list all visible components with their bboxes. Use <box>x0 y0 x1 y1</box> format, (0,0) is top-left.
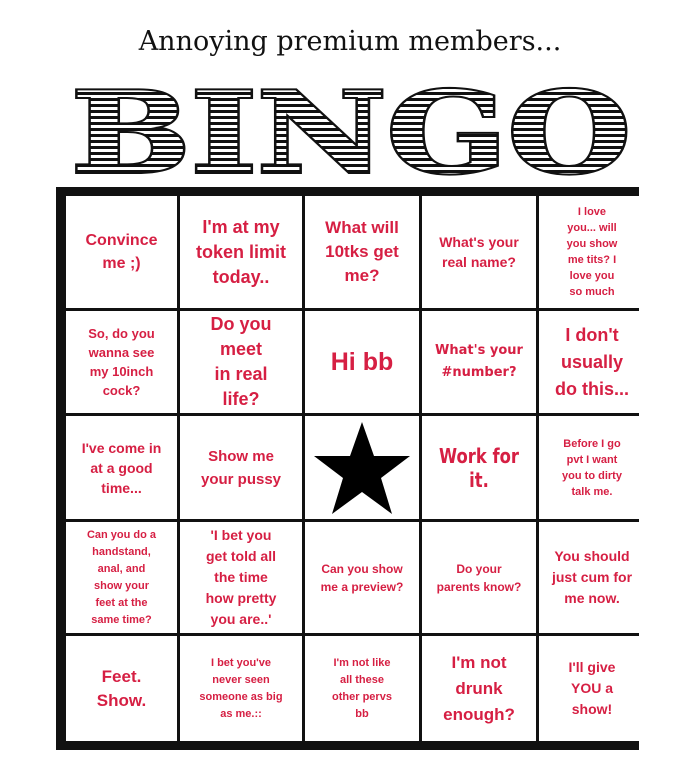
bingo-cell[interactable] <box>422 311 536 413</box>
cell-text: I bet you've never seen someone as big as me.:: <box>199 656 283 720</box>
cell-text: What will 10tks get me? <box>325 218 399 285</box>
free-space[interactable] <box>305 416 419 519</box>
cell-text: I've come in at a good time... <box>81 439 162 496</box>
bingo-cell[interactable] <box>305 196 419 308</box>
bingo-cell[interactable] <box>422 636 536 741</box>
cell-text: So, do you wanna see my 10inch cock? <box>88 326 155 398</box>
bingo-cell[interactable] <box>66 522 177 633</box>
bingo-cell[interactable] <box>539 311 645 413</box>
cell-text: I love you... will you show me tits? I love you so much <box>566 206 618 298</box>
cell-text: Feet. Show. <box>96 666 147 710</box>
cell-text: I don't usually do this... <box>555 324 629 399</box>
cell-text: I'm at my token limit today.. <box>195 216 286 287</box>
bingo-cell[interactable] <box>539 416 645 519</box>
bingo-cell[interactable] <box>539 522 645 633</box>
bingo-cell[interactable] <box>422 416 536 519</box>
cell-text: I'm not like all these other pervs bb <box>332 656 392 720</box>
cell-text: You should just cum for me now. <box>551 548 633 606</box>
cell-text: 'I bet you get told all the time how pretty you are..' <box>205 527 277 627</box>
bingo-cell[interactable] <box>66 636 177 741</box>
bingo-logo-text: BINGO <box>71 80 631 184</box>
bingo-cell[interactable] <box>180 311 302 413</box>
bingo-cell[interactable] <box>305 522 419 633</box>
cell-text: Do you meet in real life? <box>210 314 272 409</box>
bingo-cell[interactable] <box>305 636 419 741</box>
cell-text: Hi bb <box>330 348 394 376</box>
cell-text: Convince me ;) <box>85 232 158 272</box>
cell-text: What's your real name? <box>439 234 519 270</box>
cell-text: Show me your pussy <box>200 447 282 488</box>
bingo-cell[interactable] <box>180 636 302 741</box>
cell-text: Do your parents know? <box>436 561 522 594</box>
bingo-cell[interactable] <box>180 196 302 308</box>
star-icon <box>309 420 415 516</box>
bingo-board <box>56 187 639 750</box>
bingo-grid <box>66 196 633 740</box>
cell-text: Can you do a handstand, anal, and show your feet at the same time? <box>86 528 157 626</box>
bingo-logo <box>66 80 636 184</box>
bingo-cell[interactable] <box>539 636 645 741</box>
bingo-cell[interactable] <box>66 196 177 308</box>
cell-text: Before I go pvt I want you to dirty talk me. <box>562 437 622 498</box>
cell-text: I'm not drunk enough? <box>443 652 515 724</box>
bingo-cell[interactable] <box>422 522 536 633</box>
cell-text: I'll give YOU a show! <box>568 659 616 717</box>
bingo-cell[interactable] <box>66 311 177 413</box>
cell-text: What's your #number? <box>435 343 523 380</box>
bingo-cell[interactable] <box>539 196 645 308</box>
bingo-cell[interactable] <box>180 416 302 519</box>
bingo-cell[interactable] <box>422 196 536 308</box>
bingo-cell[interactable] <box>180 522 302 633</box>
page-subtitle: Annoying premium members... <box>138 26 562 57</box>
cell-text: Can you show me a preview? <box>320 561 404 594</box>
cell-text: Work for it. <box>439 443 519 492</box>
bingo-cell[interactable] <box>66 416 177 519</box>
bingo-cell[interactable] <box>305 311 419 413</box>
